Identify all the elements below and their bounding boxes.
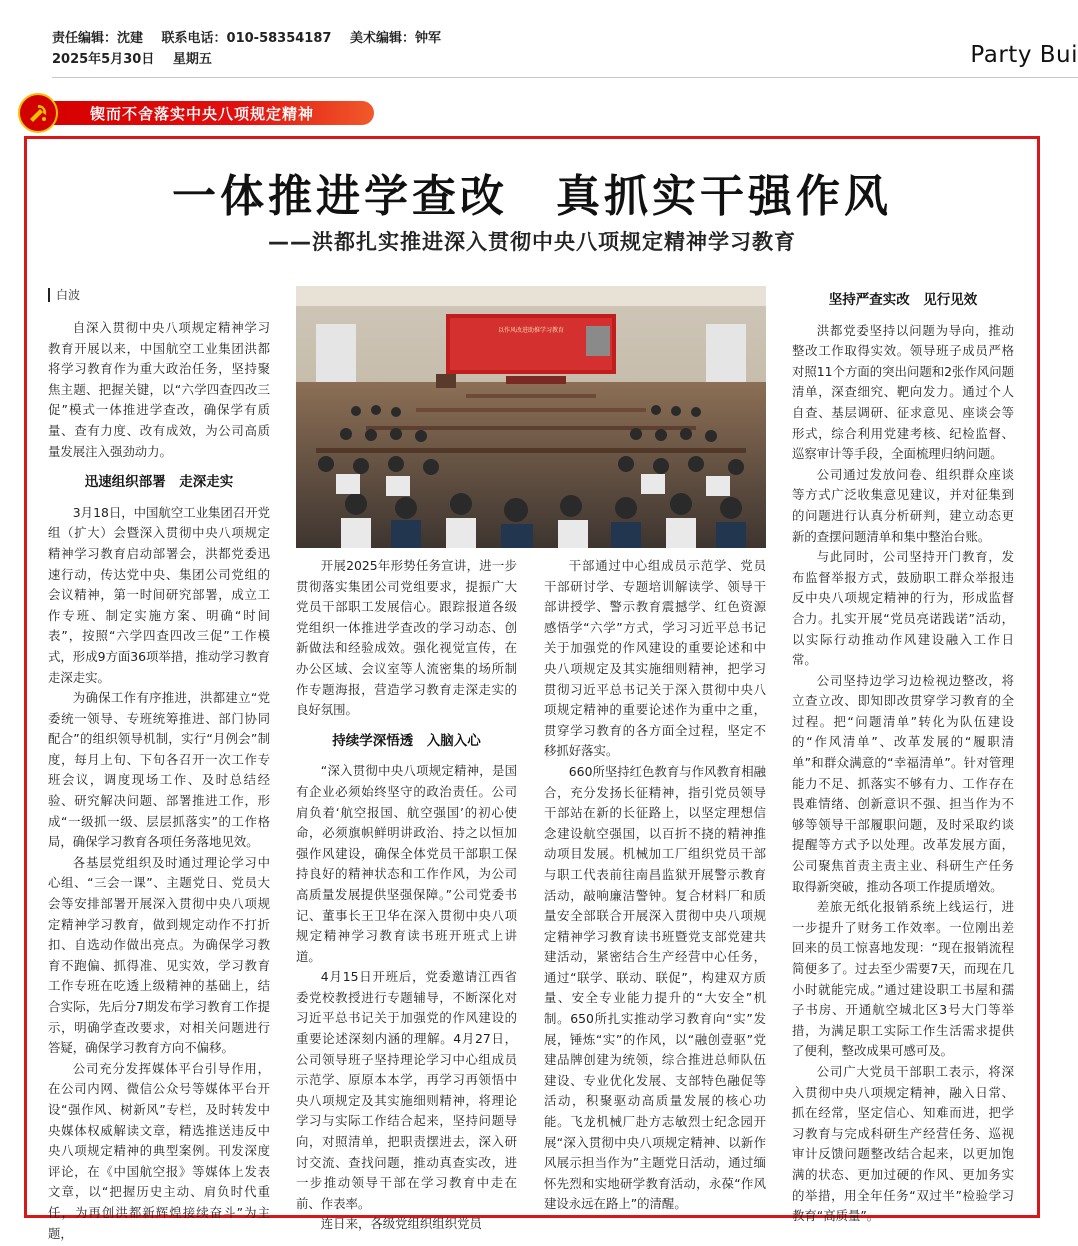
author-byline: 白波: [48, 288, 80, 302]
art-editor: 美术编辑：钟军: [349, 31, 441, 46]
contact-phone: 联系电话：010-58354187: [161, 31, 332, 46]
paragraph: 连日来，各级党组织组织党员: [320, 1216, 482, 1232]
banner-label: 锲而不舍落实中央八项规定精神: [90, 105, 315, 123]
text-column-4: [792, 290, 1014, 1227]
weekday: 星期五: [172, 52, 212, 67]
paragraph: 660所坚持红色教育与作风教育相融合，充分发扬长征精神，指引党员领导干部站在新的长征路上，以坚定理想信念建设航空强国，以百折不挠的精神推动项目发展。机械加工厂组织党员干部与职工代表前往南昌监狱开展警示教育活动，敲响廉洁警钟。复合材料厂和质量安全部联合开展深入贯彻中央八项规定精神学习教育读书班暨党支部党建共建活动，紧密结合生产经营中心任务，通过“联学、联动、联促”，构建双方质量、安全专业能力提升的“大安全”机制。650所扎实推动学习教育向“实”发展，锤炼“实”的作风，以“融创壹驱”党建品牌创建为统领，综合推进总师队伍建设、专业优化发展、支部特色融促等活动，积聚驱动高质量发展的核心功能。飞龙机械厂赴方志敏烈士纪念园开展“深入贯彻中央八项规定精神、以新作风展示担当作为”主题党日活动，通过缅怀先烈和实地研学教育活动，永葆“作风建设永远在路上”的清醒。: [544, 763, 766, 1212]
paragraph: 干部通过中心组成员示范学、党员干部研讨学、专题培训解读学、领导干部讲授学、警示教育震撼学、红色资源感悟学“六学”方式，学习习近平总书记关于加强党的作风建设的重要论述和中央八项规定及其实施细则精神，把学习贯彻习近平总书记关于深入贯彻中央八项规定精神的重要论述作为重中之重，贯穿学习教育的各方面全过程，坚定不移抓好落实。: [544, 558, 766, 759]
text-column-2: [296, 556, 517, 1235]
section-heading: 持续学深悟透 入脑入心: [332, 732, 481, 749]
paragraph: 公司坚持边学习边检视边整改，将立查立改、即知即改贯穿学习教育的全过程。把“问题清单”转化为队伍建设的“作风清单”、改革发展的“履职清单”和群众满意的“幸福清单”。针对管理能力不足、抓落实不够有力、工作存在畏难情绪、创新意识不强、担当作为不够等领导干部履职问题，及时采取约谈提醒等方式予以处理。改革发展方面，公司聚焦首责主责主业、科研生产任务取得新突破，推动各项工作提质增效。: [792, 672, 1014, 894]
paragraph: 公司广大党员干部职工表示，将深入贯彻中央八项规定精神，融入日常、抓在经常，坚定信心、知难而进，把学习教育与完成科研生产经营任务、巡视审计反馈问题整改结合起来，以更加饱满的状态、更加过硬的作风、更加务实的举措，用全年任务“双过半”检验学习教育“高质量”。: [792, 1063, 1014, 1224]
article-subtitle: ——洪都扎实推进深入贯彻中央八项规定精神学习教育: [268, 230, 796, 254]
paragraph: 差旅无纸化报销系统上线运行，进一步提升了财务工作效率。一位刚出差回来的员工惊喜地发现：“现在报销流程简便多了。过去至少需要7天，而现在几小时就能完成。”通过建设职工书屋和孺子书房、开通航空城北区3号大门等举措，为满足职工实际工作生活需求提供了便利，整改成果可感可及。: [792, 899, 1014, 1059]
paragraph: “深入贯彻中央八项规定精神，是国有企业必须始终坚守的政治责任。公司肩负着‘航空报国、航空强国’的初心使命，必须旗帜鲜明讲政治、持之以恒加强作风建设，确保全体党员干部职工保持良好的精神状态和工作作风，为公司高质量发展提供坚强保障。”公司党委书记、董事长王卫华在深入贯彻中央八项规定精神学习教育读书班开班式上讲道。: [296, 763, 517, 964]
responsible-editor: 责任编辑：沈建: [52, 31, 144, 46]
paragraph: 开展2025年形势任务宣讲，进一步贯彻落实集团公司党组要求，提振广大党员干部职工发展信心。跟踪报道各级党组织一体推进学查改的学习动态、创新做法和经验成效。强化视觉宣传，在办公区域、会议室等人流密集的场所制作专题海报，营造学习教育走深走实的良好氛围。: [296, 558, 517, 718]
paragraph: 公司通过发放问卷、组织群众座谈等方式广泛收集意见建议，并对征集到的问题进行认真分析研判，建立动态更新的查摆问题清单和集中整治台账。: [792, 466, 1014, 544]
text-column-3: [544, 556, 766, 1215]
article-title: 一体推进学查改 真抓实干强作风: [172, 171, 892, 222]
paragraph: 与此同时，公司坚持开门教育，发布监督举报方式，鼓励职工群众举报违反中央八项规定精神的行为，形成监督合力。扎实开展“党员亮诺践诺”活动，以实际行动推动作风建设融入工作日常。: [792, 549, 1014, 668]
meeting-hall-image: [296, 286, 766, 548]
paragraph: 为确保工作有序推进，洪都建立“党委统一领导、专班统筹推进、部门协同配合”的组织领导机制，实行“月例会”制度，每月上旬、下旬各召开一次工作专班会议，调度现场工作、及时总结经验、研究解决问题、部署推进工作，形成“一级抓一级、层层抓落实”的工作格局，确保学习教育各项任务落地见效。: [48, 690, 270, 850]
meeting-photo: [296, 286, 766, 548]
masthead-info: [52, 28, 441, 70]
paragraph: 洪都党委坚持以问题为导向，推动整改工作取得实效。领导班子成员严格对照11个方面的突出问题和2张作风问题清单，深查细究、靶向发力。通过个人自查、基层调研、征求意见、座谈会等形式，综合利用党建考核、纪检监督、巡察审计等手段，全面梳理归纳问题。: [792, 322, 1014, 462]
section-heading: 坚持严查实改 见行见效: [828, 292, 978, 308]
intro-paragraph: 自深入贯彻中央八项规定精神学习教育开展以来，中国航空工业集团洪都将学习教育作为重大政治任务，坚持聚焦主题、把握关键，以“六学四查四改三促”模式一体推进学查改，确保学有质量、查有力度、改有成效，为公司高质量发展注入强劲动力。: [48, 320, 270, 459]
paragraph: 4月15日开班后，党委邀请江西省委党校教授进行专题辅导，不断深化对习近平总书记关于加强党的作风建设的重要论述深刻内涵的理解。4月27日，公司领导班子坚持理论学习中心组成员示范学、原原本本学，再学习再领悟中央八项规定及其实施细则精神，将理论学习与实际工作结合起来，坚持问题导向，对照清单，把职责摆进去，深入研讨交流、查找问题，推动真查实改，进一步推动领导干部在学习教育中走在前、作表率。: [296, 969, 517, 1211]
section-heading: 迅速组织部署 走深走实: [84, 474, 234, 491]
paragraph: 公司充分发挥媒体平台引导作用，在公司内网、微信公众号等媒体平台开设“强作风、树新风”专栏，及时转发中央媒体权威解读文章，精选推送违反中央八项规定精神的典型案例。刊发深度评论，在《中国航空报》等媒体上发表文章，以“把握历史主动、肩负时代重任，为再创洪都新辉煌接续奋斗”为主题，: [48, 1060, 270, 1241]
column-banner: [18, 93, 378, 133]
screen-caption: 以作风改进助推学习教育: [497, 327, 565, 334]
paragraph: 3月18日，中国航空工业集团召开党组（扩大）会暨深入贯彻中央八项规定精神学习教育启动部署会，洪都党委迅速行动，传达党中央、集团公司党组的会议精神，第一时间研究部署，成立工作专班、制定实施方案、明确“时间表”，按照“六学四查四改三促”工作模式，形成9方面36项举措，推动学习教育走深走实。: [48, 504, 270, 685]
party-emblem-icon: [18, 93, 58, 133]
paragraph: 各基层党组织及时通过理论学习中心组、“三会一课”、主题党日、党员大会等安排部署开展深入贯彻中央八项规定精神学习教育，做到规定动作不打折扣、自选动作做出亮点。为确保学习教育不跑偏、抓得准、见实效，学习教育工作专班在吃透上级精神的基础上，结合实际，先后分7期发布学习教育工作提示，明确学查改要求，对相关问题进行答疑，确保学习教育方向不偏移。: [48, 854, 270, 1056]
text-column-1: [48, 318, 270, 1244]
header-divider: [52, 77, 1078, 78]
section-title-en: Party Bui: [970, 42, 1078, 68]
banner-bar: [48, 101, 374, 125]
issue-date: 2025年5月30日: [52, 52, 155, 67]
